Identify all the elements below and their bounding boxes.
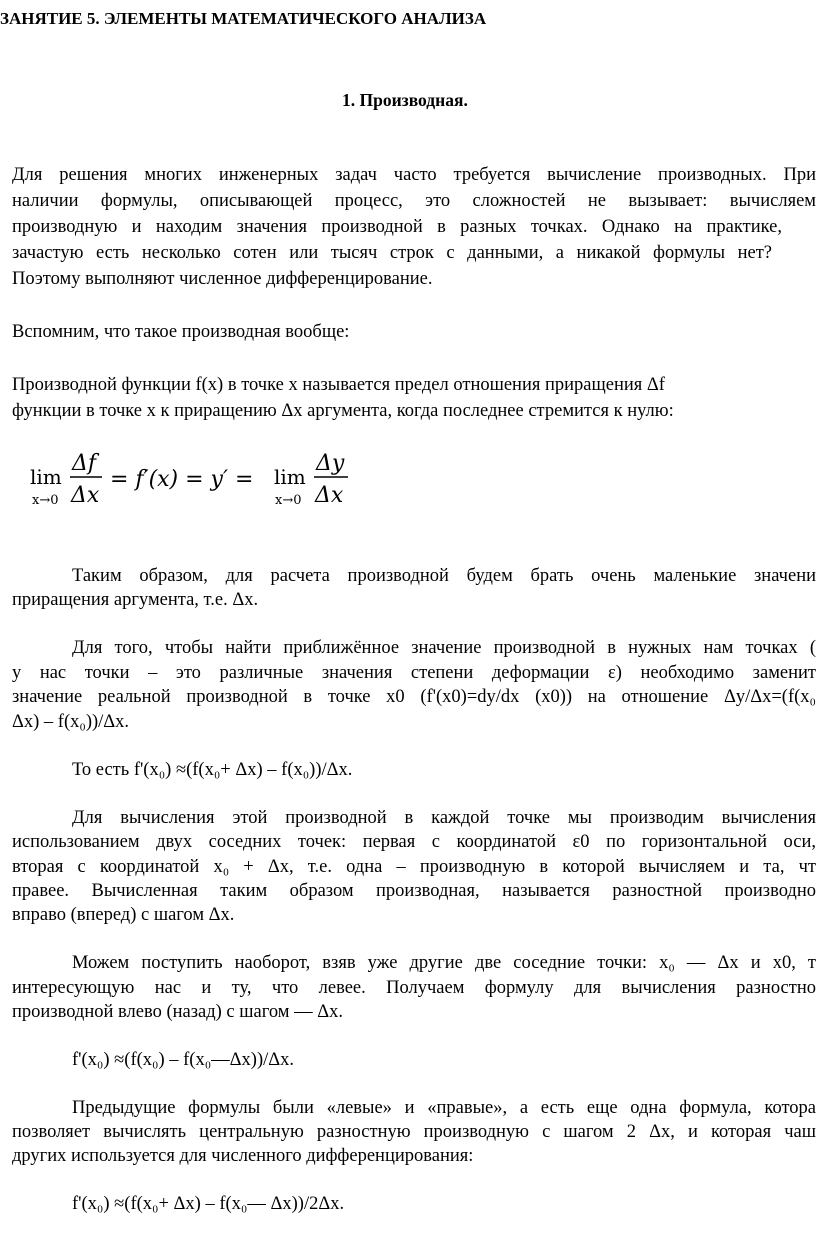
paragraph-line: Производной функции f(x) в точке x называется предел отношения приращения Δf: [12, 375, 665, 395]
paragraph-line: вправо (вперед) с шагом Δx.: [12, 905, 235, 925]
paragraph-line: использованием двух соседних точек: первая с координатой ε0 по горизонтальной оси,: [12, 832, 816, 852]
formula-sub: x→0: [275, 493, 302, 508]
paragraph-line: Можем поступить наоборот, взяв уже другие две соседние точки: x₀ — Δx и x0, т: [72, 953, 816, 973]
formula-lim: lim: [30, 465, 62, 489]
paragraph-line: наличии формулы, описывающей процесс, это сложностей не вызывает: вычисляем: [12, 191, 816, 211]
paragraph-line: Таким образом, для расчета производной будем брать очень маленькие значени: [72, 566, 816, 586]
paragraph-line: Для того, чтобы найти приближённое значение производной в нужных нам точках (: [72, 638, 816, 658]
paragraph-line: Для вычисления этой производной в каждой точке мы производим вычисления: [72, 808, 816, 828]
paragraph-line: других используется для численного дифференцирования:: [12, 1146, 474, 1166]
paragraph-line: вторая с координатой x₀ + Δx, т.е. одна – производную в которой вычисляем и та, чт: [12, 857, 816, 877]
formula-numerator: Δf: [72, 451, 97, 476]
paragraph-line: зачастую есть несколько сотен или тысяч строк с данными, а никакой формулы нет?: [12, 243, 772, 263]
paragraph-line: приращения аргумента, т.е. Δx.: [12, 590, 259, 610]
paragraph-line: производной влево (назад) с шагом — Δx.: [12, 1002, 343, 1022]
paragraph-line: Предыдущие формулы были «левые» и «правые», а есть еще одна формула, котора: [72, 1098, 816, 1118]
formula-middle: = f′(x) = y′ =: [110, 467, 254, 492]
formula-numerator: Δy: [316, 451, 345, 476]
formula-backward: f'(x₀) ≈(f(x₀) – f(x₀—Δx))/Δx.: [72, 1050, 295, 1070]
paragraph-line: интересующую нас и ту, что левее. Получаем формулу для вычисления разностно: [12, 978, 816, 998]
formula-sub: x→0: [32, 493, 59, 508]
paragraph-line: Поэтому выполняют численное дифференцирование.: [12, 269, 433, 289]
formula-lim: lim: [274, 465, 306, 489]
paragraph-line: позволяет вычислять центральную разностную производную с шагом 2 Δx, и которая чаш: [12, 1122, 816, 1142]
formula-central: f'(x₀) ≈(f(x₀+ Δx) – f(x₀— Δx))/2Δx.: [72, 1194, 345, 1214]
paragraph-line: Вспомним, что такое производная вообще:: [12, 322, 350, 342]
paragraph-line: функции в точке x к приращению Δx аргумента, когда последнее стремится к нулю:: [12, 401, 674, 421]
paragraph-line: производную и находим значения производной в разных точках. Однако на практике,: [12, 217, 782, 237]
formula-forward: То есть f'(x₀) ≈(f(x₀+ Δx) – f(x₀))/Δx.: [72, 760, 353, 780]
formula-denominator: Δx: [315, 483, 344, 508]
section-title: 1. Производная.: [342, 90, 468, 110]
paragraph-line: значение реальной производной в точке x0 (f'(x0)=dy/dx (x0)) на отношение Δy/Δx=(f(x₀: [12, 687, 816, 707]
paragraph-line: Для решения многих инженерных задач часто требуется вычисление производных. При: [12, 165, 816, 185]
formula-denominator: Δx: [71, 483, 100, 508]
page-title: ЗАНЯТИЕ 5. ЭЛЕМЕНТЫ МАТЕМАТИЧЕСКОГО АНАЛИЗА: [0, 9, 487, 28]
paragraph-line: Δx) – f(x₀))/Δx.: [12, 712, 130, 732]
derivative-formula: [30, 446, 360, 510]
paragraph-line: у нас точки – это различные значения степени деформации ε) необходимо заменит: [12, 663, 816, 683]
paragraph-line: правее. Вычисленная таким образом производная, называется разностной производно: [12, 881, 816, 901]
